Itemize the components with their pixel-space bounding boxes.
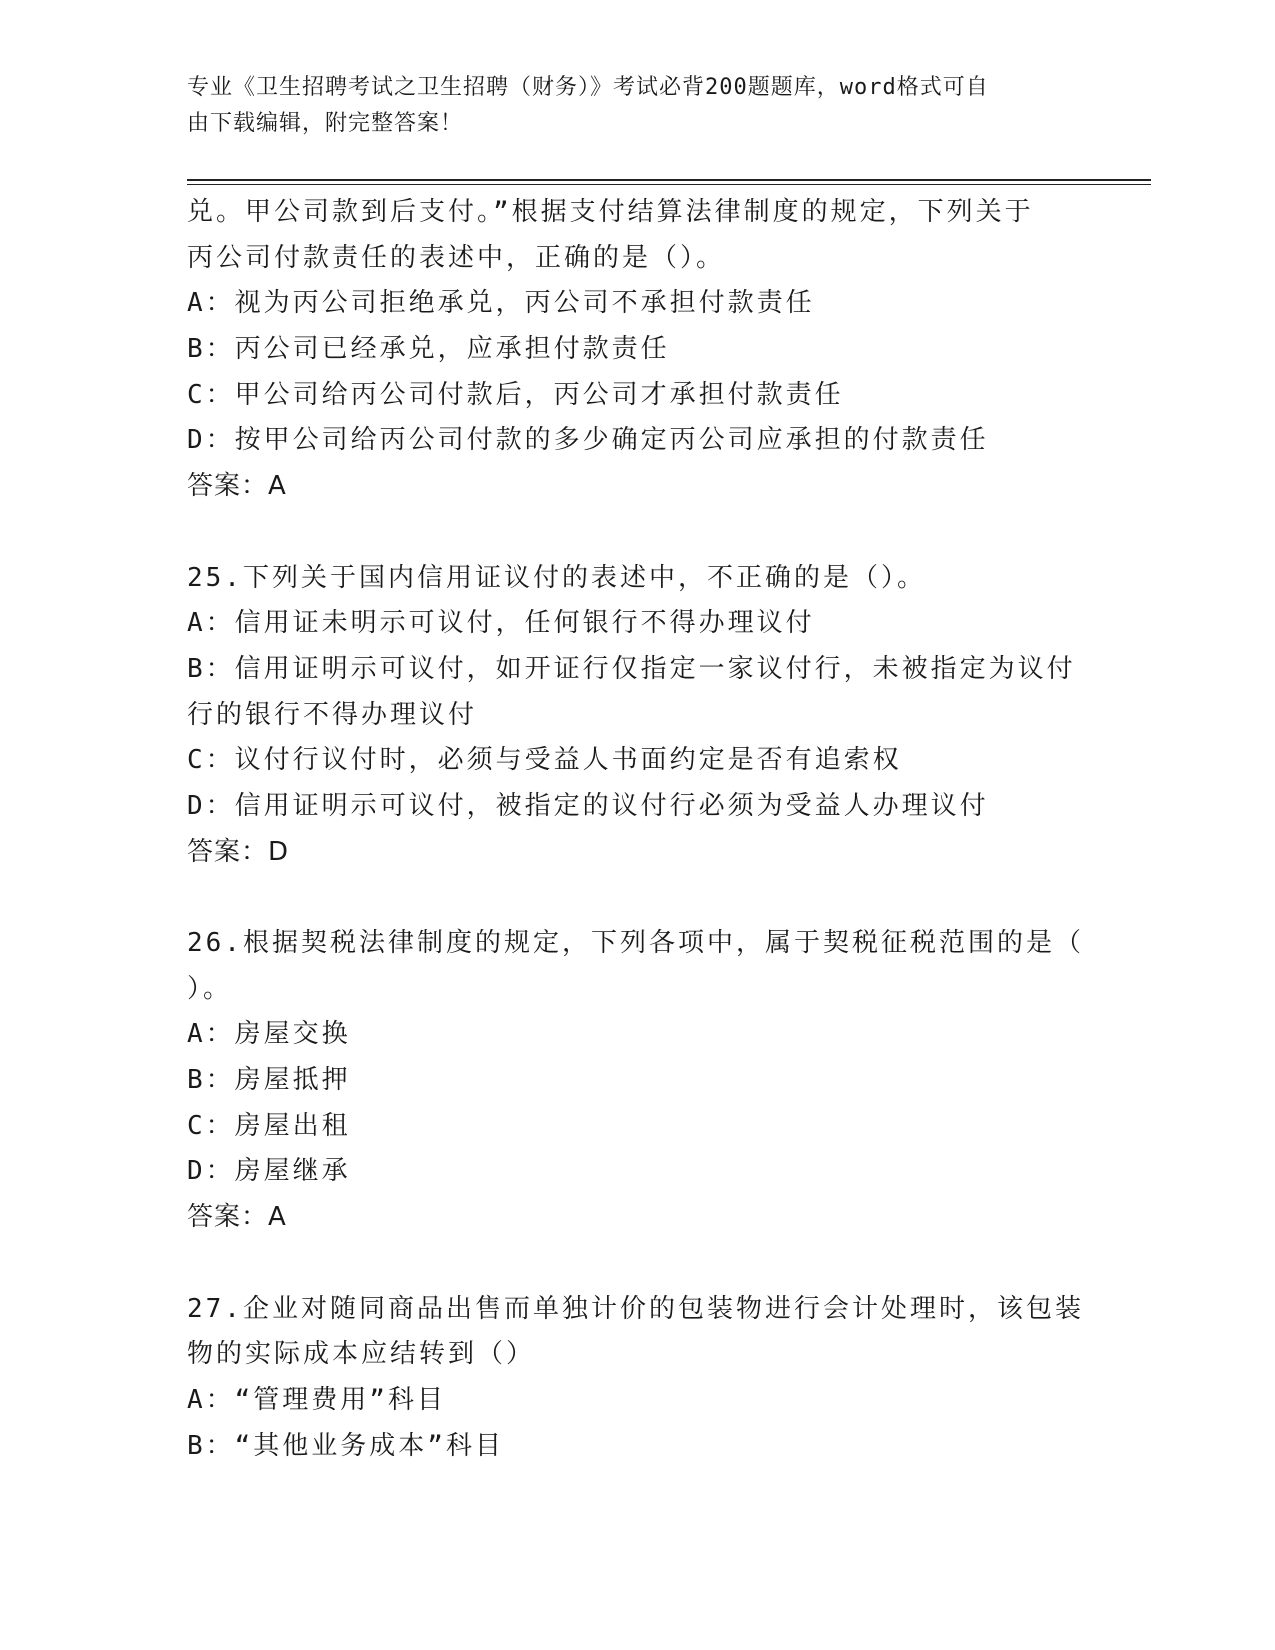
option-d: D：房屋继承 (187, 1156, 351, 1187)
option-c: C：房屋出租 (187, 1110, 351, 1141)
question-stem: 物的实际成本应结转到（） (187, 1339, 536, 1370)
option-d: D：信用证明示可议付，被指定的议付行必须为受益人办理议付 (187, 790, 989, 821)
spacer (187, 1241, 1087, 1287)
answer: 答案：A (187, 471, 287, 502)
option-c: C：议付行议付时，必须与受益人书面约定是否有追索权 (187, 745, 902, 776)
answer: 答案：A (187, 1202, 287, 1233)
question-stem: 27.企业对随同商品出售而单独计价的包装物进行会计处理时，该包装 (187, 1293, 1084, 1324)
question-list (187, 190, 1087, 1469)
document-header (187, 70, 1087, 142)
question-stem: ）。 (187, 973, 233, 1004)
header-divider-thin (187, 184, 1151, 185)
header-title-line-1: 专业《卫生招聘考试之卫生招聘（财务）》考试必背200题题库，word格式可自 (187, 75, 989, 100)
option-d: D：按甲公司给丙公司付款的多少确定丙公司应承担的付款责任 (187, 425, 989, 456)
option-a: A：“管理费用”科目 (187, 1384, 446, 1415)
option-a: A：房屋交换 (187, 1019, 351, 1050)
option-a: A：信用证未明示可议付，任何银行不得办理议付 (187, 608, 815, 639)
question-stem: 兑。甲公司款到后支付。”根据支付结算法律制度的规定，下列关于 (187, 197, 1034, 227)
question-stem: 26.根据契税法律制度的规定，下列各项中，属于契税征税范围的是（ (187, 928, 1084, 958)
question-26 (187, 921, 1087, 1241)
question-27 (187, 1287, 1087, 1470)
spacer (187, 510, 1087, 556)
spacer (187, 875, 1087, 921)
option-b-continued: 行的银行不得办理议付 (187, 699, 478, 730)
question-25 (187, 556, 1087, 876)
option-b: B：丙公司已经承兑，应承担付款责任 (187, 334, 670, 365)
option-c: C：甲公司给丙公司付款后，丙公司才承担付款责任 (187, 379, 844, 410)
option-b: B：房屋抵押 (187, 1065, 351, 1096)
option-a: A：视为丙公司拒绝承兑，丙公司不承担付款责任 (187, 288, 815, 319)
question-stem: 丙公司付款责任的表述中，正确的是（）。 (187, 242, 726, 273)
answer: 答案：D (187, 836, 290, 867)
question-24 (187, 190, 1087, 510)
option-b: B：“其他业务成本”科目 (187, 1430, 504, 1461)
option-b: B：信用证明示可议付，如开证行仅指定一家议付行，未被指定为议付 (187, 653, 1076, 684)
header-divider-thick (187, 179, 1151, 181)
question-stem: 25.下列关于国内信用证议付的表述中，不正确的是（）。 (187, 562, 926, 593)
header-title-line-2: 由下载编辑，附完整答案！ (187, 111, 464, 136)
